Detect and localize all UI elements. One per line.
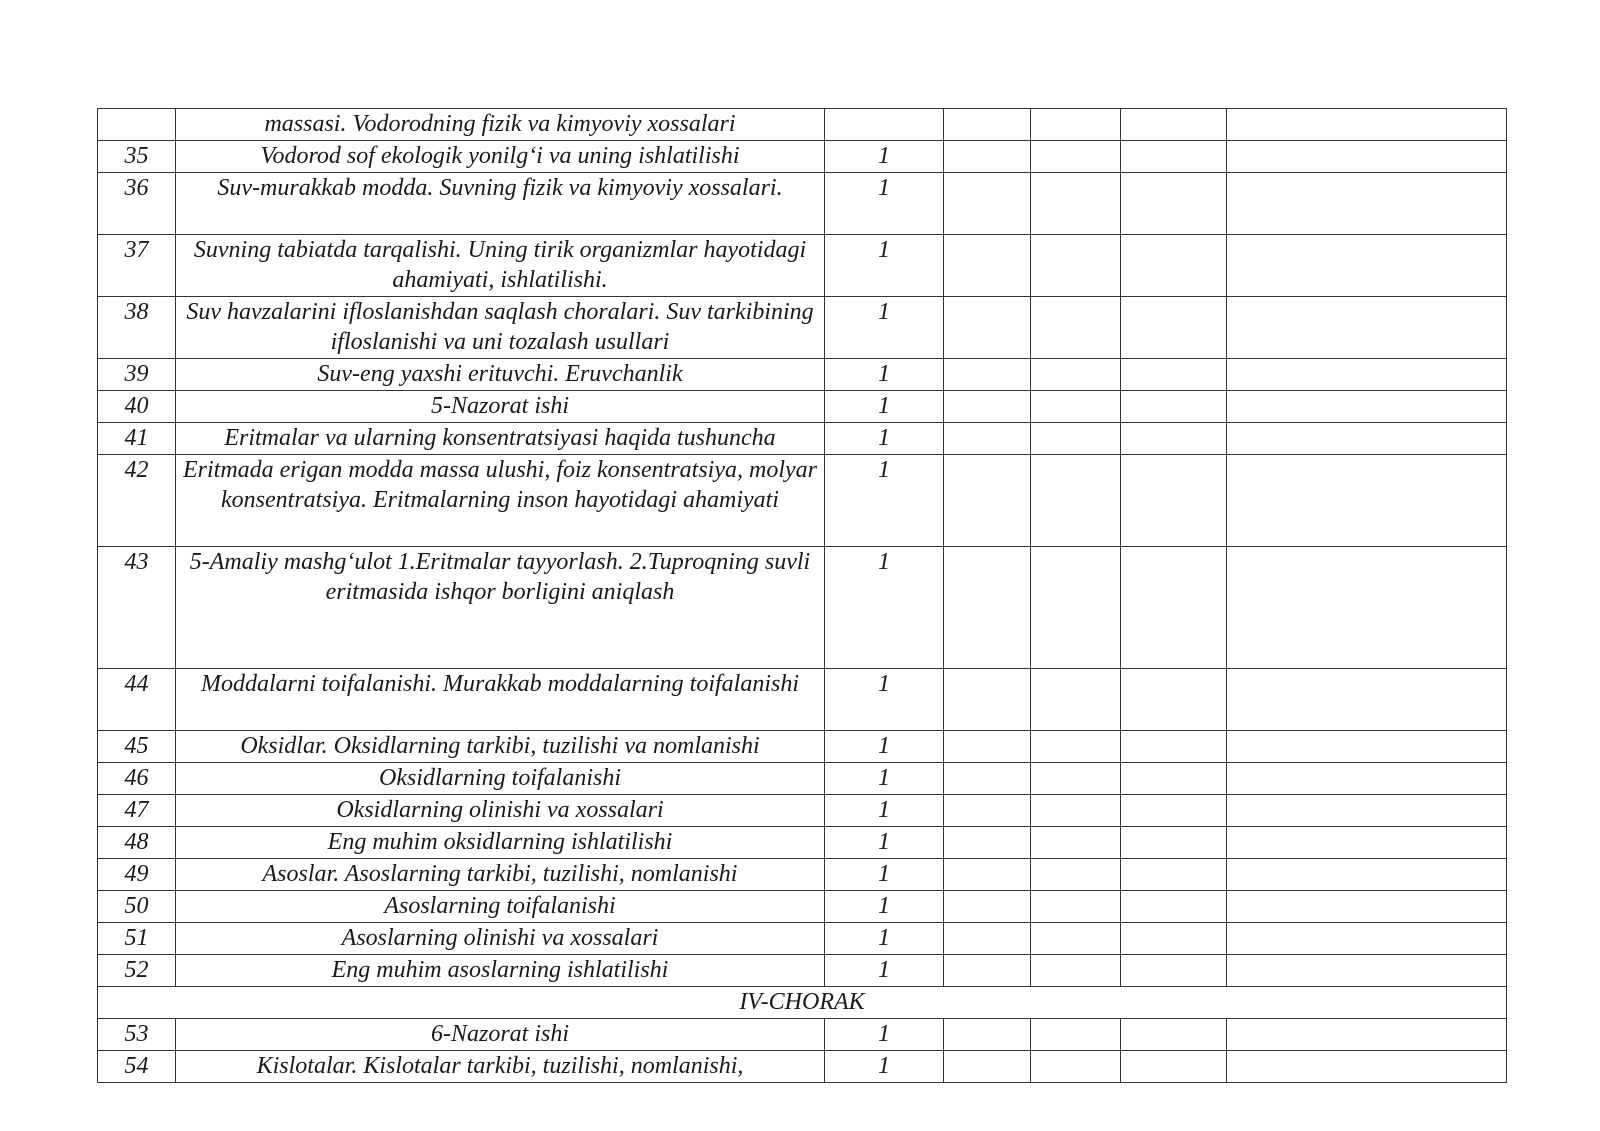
empty-cell [1121, 141, 1227, 173]
empty-cell [1227, 1019, 1507, 1051]
lesson-topic: 6-Nazorat ishi [176, 1019, 825, 1051]
lesson-hours [825, 109, 944, 141]
lesson-topic: Eritmalar va ularning konsentratsiyasi haqida tushuncha [176, 423, 825, 455]
empty-cell [1121, 547, 1227, 669]
empty-cell [1031, 763, 1121, 795]
empty-cell [1031, 297, 1121, 359]
empty-cell [1031, 795, 1121, 827]
lesson-hours: 1 [825, 669, 944, 731]
empty-cell [1031, 455, 1121, 547]
empty-cell [1227, 669, 1507, 731]
empty-cell [1031, 173, 1121, 235]
lesson-topic: Oksidlar. Oksidlarning tarkibi, tuzilishi va nomlanishi [176, 731, 825, 763]
empty-cell [944, 141, 1031, 173]
empty-cell [1031, 1019, 1121, 1051]
lesson-number: 39 [98, 359, 176, 391]
lesson-row [98, 359, 1507, 391]
lesson-topic: Eng muhim oksidlarning ishlatilishi [176, 827, 825, 859]
lesson-number: 46 [98, 763, 176, 795]
empty-cell [1121, 455, 1227, 547]
empty-cell [944, 827, 1031, 859]
lesson-number [98, 109, 176, 141]
lesson-topic: Asoslarning toifalanishi [176, 891, 825, 923]
lesson-hours: 1 [825, 297, 944, 359]
lesson-topic: Asoslar. Asoslarning tarkibi, tuzilishi, nomlanishi [176, 859, 825, 891]
empty-cell [1121, 423, 1227, 455]
empty-cell [1031, 923, 1121, 955]
lesson-row [98, 795, 1507, 827]
empty-cell [1227, 923, 1507, 955]
empty-cell [944, 235, 1031, 297]
empty-cell [1121, 391, 1227, 423]
lesson-hours: 1 [825, 423, 944, 455]
empty-cell [1121, 1019, 1227, 1051]
empty-cell [1227, 731, 1507, 763]
lesson-number: 41 [98, 423, 176, 455]
lesson-topic: Moddalarni toifalanishi. Murakkab moddalarning toifalanishi [176, 669, 825, 731]
empty-cell [944, 391, 1031, 423]
empty-cell [1227, 891, 1507, 923]
lesson-number: 40 [98, 391, 176, 423]
empty-cell [944, 731, 1031, 763]
empty-cell [1121, 235, 1227, 297]
empty-cell [1031, 359, 1121, 391]
lesson-plan-table [97, 108, 1507, 1083]
lesson-number: 36 [98, 173, 176, 235]
lesson-row [98, 669, 1507, 731]
empty-cell [1121, 109, 1227, 141]
empty-cell [1227, 359, 1507, 391]
empty-cell [1031, 827, 1121, 859]
empty-cell [1227, 827, 1507, 859]
lesson-number: 35 [98, 141, 176, 173]
lesson-topic: Kislotalar. Kislotalar tarkibi, tuzilishi, nomlanishi, [176, 1051, 825, 1083]
empty-cell [944, 455, 1031, 547]
empty-cell [1031, 109, 1121, 141]
lesson-topic: 5-Amaliy mashg‘ulot 1.Eritmalar tayyorlash. 2.Tuproqning suvli eritmasida ishqor borligini aniqlash [176, 547, 825, 669]
empty-cell [1121, 173, 1227, 235]
empty-cell [1031, 955, 1121, 987]
empty-cell [944, 1019, 1031, 1051]
empty-cell [944, 669, 1031, 731]
lesson-topic: Eritmada erigan modda massa ulushi, foiz konsentratsiya, molyar konsentratsiya. Eritmalarning inson hayotidagi ahamiyati [176, 455, 825, 547]
empty-cell [1121, 1051, 1227, 1083]
empty-cell [944, 891, 1031, 923]
lesson-topic: Asoslarning olinishi va xossalari [176, 923, 825, 955]
empty-cell [1121, 359, 1227, 391]
lesson-row [98, 1019, 1507, 1051]
lesson-row [98, 235, 1507, 297]
empty-cell [944, 297, 1031, 359]
lesson-number: 44 [98, 669, 176, 731]
lesson-number: 45 [98, 731, 176, 763]
lesson-row [98, 923, 1507, 955]
lesson-hours: 1 [825, 827, 944, 859]
lesson-number: 51 [98, 923, 176, 955]
lesson-number: 42 [98, 455, 176, 547]
lesson-row [98, 731, 1507, 763]
lesson-row [98, 1051, 1507, 1083]
lesson-hours: 1 [825, 795, 944, 827]
empty-cell [1031, 423, 1121, 455]
empty-cell [1031, 235, 1121, 297]
lesson-number: 37 [98, 235, 176, 297]
lesson-hours: 1 [825, 731, 944, 763]
lesson-row [98, 859, 1507, 891]
lesson-number: 49 [98, 859, 176, 891]
empty-cell [944, 359, 1031, 391]
empty-cell [1227, 795, 1507, 827]
empty-cell [1121, 731, 1227, 763]
lesson-number: 52 [98, 955, 176, 987]
empty-cell [1227, 235, 1507, 297]
lesson-hours: 1 [825, 1019, 944, 1051]
lesson-number: 47 [98, 795, 176, 827]
empty-cell [1227, 859, 1507, 891]
lesson-topic: Eng muhim asoslarning ishlatilishi [176, 955, 825, 987]
empty-cell [1121, 923, 1227, 955]
empty-cell [1031, 731, 1121, 763]
empty-cell [1121, 297, 1227, 359]
empty-cell [944, 955, 1031, 987]
lesson-row [98, 297, 1507, 359]
empty-cell [1227, 547, 1507, 669]
lesson-hours: 1 [825, 955, 944, 987]
lesson-topic: Suvning tabiatda tarqalishi. Uning tirik organizmlar hayotidagi ahamiyati, ishlatilishi. [176, 235, 825, 297]
lesson-row [98, 955, 1507, 987]
lesson-topic: 5-Nazorat ishi [176, 391, 825, 423]
lesson-hours: 1 [825, 891, 944, 923]
empty-cell [1121, 891, 1227, 923]
empty-cell [1031, 1051, 1121, 1083]
empty-cell [944, 923, 1031, 955]
lesson-hours: 1 [825, 923, 944, 955]
empty-cell [944, 763, 1031, 795]
lesson-hours: 1 [825, 763, 944, 795]
lesson-row [98, 827, 1507, 859]
lesson-row [98, 423, 1507, 455]
lesson-number: 54 [98, 1051, 176, 1083]
empty-cell [1121, 795, 1227, 827]
lesson-topic: Suv havzalarini ifloslanishdan saqlash choralari. Suv tarkibining ifloslanishi va uni tozalash usullari [176, 297, 825, 359]
empty-cell [1227, 1051, 1507, 1083]
empty-cell [1121, 669, 1227, 731]
empty-cell [944, 1051, 1031, 1083]
empty-cell [1031, 859, 1121, 891]
lesson-row [98, 891, 1507, 923]
lesson-hours: 1 [825, 1051, 944, 1083]
empty-cell [1227, 297, 1507, 359]
empty-cell [944, 795, 1031, 827]
empty-cell [1031, 547, 1121, 669]
empty-cell [1031, 141, 1121, 173]
empty-cell [1031, 669, 1121, 731]
lesson-topic: Vodorod sof ekologik yonilg‘i va uning ishlatilishi [176, 141, 825, 173]
section-heading: IV-CHORAK [98, 987, 1507, 1019]
empty-cell [944, 173, 1031, 235]
lesson-hours: 1 [825, 455, 944, 547]
lesson-row [98, 455, 1507, 547]
empty-cell [1227, 109, 1507, 141]
lesson-hours: 1 [825, 547, 944, 669]
empty-cell [1121, 859, 1227, 891]
lesson-topic: Oksidlarning olinishi va xossalari [176, 795, 825, 827]
empty-cell [944, 423, 1031, 455]
lesson-row [98, 109, 1507, 141]
lesson-topic: Suv-eng yaxshi erituvchi. Eruvchanlik [176, 359, 825, 391]
empty-cell [1227, 423, 1507, 455]
lesson-row [98, 547, 1507, 669]
lesson-hours: 1 [825, 235, 944, 297]
empty-cell [1227, 173, 1507, 235]
lesson-hours: 1 [825, 859, 944, 891]
lesson-hours: 1 [825, 141, 944, 173]
lesson-row [98, 173, 1507, 235]
empty-cell [1121, 955, 1227, 987]
lesson-number: 38 [98, 297, 176, 359]
lesson-hours: 1 [825, 391, 944, 423]
lesson-number: 43 [98, 547, 176, 669]
lesson-hours: 1 [825, 359, 944, 391]
lesson-topic: Suv-murakkab modda. Suvning fizik va kimyoviy xossalari. [176, 173, 825, 235]
empty-cell [1121, 763, 1227, 795]
lesson-topic: massasi. Vodorodning fizik va kimyoviy xossalari [176, 109, 825, 141]
empty-cell [944, 859, 1031, 891]
lesson-number: 50 [98, 891, 176, 923]
lesson-topic: Oksidlarning toifalanishi [176, 763, 825, 795]
lesson-row [98, 141, 1507, 173]
section-row [98, 987, 1507, 1019]
empty-cell [1031, 391, 1121, 423]
empty-cell [1227, 455, 1507, 547]
empty-cell [944, 547, 1031, 669]
lesson-row [98, 391, 1507, 423]
empty-cell [1227, 955, 1507, 987]
empty-cell [1121, 827, 1227, 859]
lesson-number: 53 [98, 1019, 176, 1051]
lesson-hours: 1 [825, 173, 944, 235]
empty-cell [1227, 141, 1507, 173]
empty-cell [1227, 763, 1507, 795]
empty-cell [1031, 891, 1121, 923]
empty-cell [1227, 391, 1507, 423]
lesson-plan-body [98, 109, 1507, 1083]
lesson-row [98, 763, 1507, 795]
lesson-number: 48 [98, 827, 176, 859]
empty-cell [944, 109, 1031, 141]
